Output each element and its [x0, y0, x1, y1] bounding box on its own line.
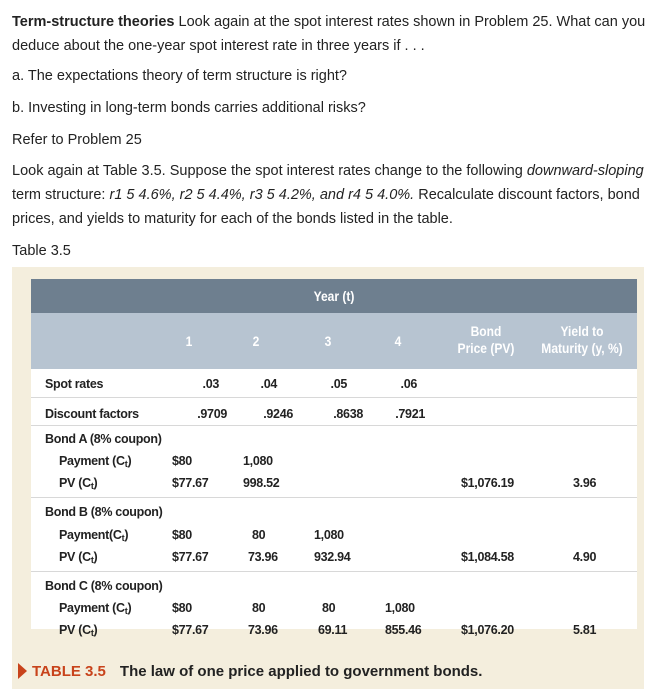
bond-table [31, 279, 637, 638]
ytm-header-2: Maturity (y, %) [541, 340, 623, 356]
caption-triangle-icon [18, 663, 27, 679]
bond-b-pv-1: $77.67 [172, 550, 209, 564]
bond-price-header-2: Price (PV) [457, 340, 515, 356]
bond-c-ytm: 5.81 [573, 623, 597, 637]
table-caption [18, 663, 482, 680]
spot-rate-4: .06 [400, 377, 417, 391]
caption-text: The law of one price applied to government bonds. [119, 663, 483, 680]
subscript-t: t [124, 459, 128, 469]
year-col-2: 2 [252, 333, 260, 349]
look-text-2: term structure: [12, 187, 110, 203]
look-rates: r1 5 4.6%, r2 5 4.4%, r3 5 4.2%, and r4 5 4.0%. [109, 187, 415, 203]
bond-b-payment-3: 1,080 [314, 528, 344, 542]
bond-b-pv-label: PV $(C_t)$ [59, 550, 98, 565]
column-header-band [31, 313, 637, 369]
part-b: b. Investing in long-term bonds carries additional risks? [12, 100, 366, 116]
bond-c-pv-4: 855.46 [385, 623, 422, 637]
bond-c-payment-1: $80 [172, 601, 192, 615]
bond-a-pv-2: 998.52 [243, 476, 280, 490]
row-separator [31, 497, 637, 498]
bond-a-payment-label-text: Payment (C [59, 454, 125, 468]
year-header: Year (t) [313, 288, 355, 304]
bond-a-pv-label: PV $(C_t)$ [59, 476, 98, 491]
table-label: Table 3.5 [12, 243, 71, 259]
bond-c-payment-2: 80 [252, 601, 266, 615]
look-text-1: Look again at Table 3.5. Suppose the spot interest rates change to the following [12, 163, 527, 179]
year-col-4: 4 [394, 333, 402, 349]
spot-rate-3: .05 [330, 377, 347, 391]
bond-c-title: Bond C (8% coupon) [45, 579, 163, 593]
bond-c-payment-4: 1,080 [385, 601, 415, 615]
bond-c-payment-label: Payment $(C_t)$ [59, 601, 132, 616]
ytm-header-1: Yield to [560, 323, 604, 339]
bond-price-header [439, 323, 534, 357]
subscript-t: t [121, 533, 125, 543]
problem-text: Look again at the spot interest rates shown in Problem 25. What can you deduce about the one-year spot interest rate in three years if . . . [12, 14, 646, 54]
row-separator [31, 425, 637, 426]
bond-b-payment-label-text: Payment(C [59, 528, 122, 542]
discount-factor-1: .9709 [197, 407, 227, 421]
ytm-header [526, 323, 638, 357]
row-separator [31, 397, 637, 398]
row-separator [31, 571, 637, 572]
bond-c-pv-2: 73.96 [248, 623, 278, 637]
bond-c-pv-3: 69.11 [318, 623, 348, 637]
problem-statement [12, 10, 652, 58]
year-col-3: 3 [324, 333, 332, 349]
bond-b-title: Bond B (8% coupon) [45, 505, 163, 519]
year-header-band [31, 279, 637, 313]
discount-factors-label: Discount factors [45, 407, 139, 421]
bond-b-payment-2: 80 [252, 528, 266, 542]
subscript-t: t [90, 481, 94, 491]
discount-factor-3: .8638 [333, 407, 363, 421]
bond-a-payment-label: Payment $(C_t)$ [59, 454, 132, 469]
bond-c-pv-label: PV $(C_t)$ [59, 623, 98, 638]
look-text-3: Recalculate discount factors, bond prices, and yields to maturity for each of the bonds listed in the table. [12, 187, 640, 227]
part-a: a. The expectations theory of term structure is right? [12, 68, 348, 84]
problem-heading: Term-structure theories [12, 14, 175, 30]
subscript-t: t [90, 628, 94, 638]
bond-price-header-1: Bond [470, 323, 502, 339]
bond-a-payment-1: $80 [172, 454, 192, 468]
bond-b-pv-label-text: PV (C [59, 550, 91, 564]
spot-rates-label: Spot rates [45, 377, 104, 391]
look-paragraph [12, 159, 652, 231]
look-italic: downward-sloping [526, 163, 644, 179]
year-col-1: 1 [185, 333, 193, 349]
bond-b-price: $1,084.58 [461, 550, 514, 564]
spot-rate-1: .03 [202, 377, 219, 391]
bond-a-pv-label-text: PV (C [59, 476, 91, 490]
bond-c-pv-label-text: PV (C [59, 623, 91, 637]
subscript-t: t [90, 555, 94, 565]
bond-b-pv-3: 932.94 [314, 550, 351, 564]
bond-a-title: Bond A (8% coupon) [45, 432, 162, 446]
bond-b-pv-2: 73.96 [248, 550, 278, 564]
bond-c-payment-3: 80 [322, 601, 336, 615]
bond-c-price: $1,076.20 [461, 623, 514, 637]
bond-a-payment-2: 1,080 [243, 454, 273, 468]
bond-b-ytm: 4.90 [573, 550, 597, 564]
discount-factor-2: .9246 [263, 407, 293, 421]
bond-a-price: $1,076.19 [461, 476, 514, 490]
subscript-t: t [124, 606, 128, 616]
bond-b-payment-label: $Payment(C_t)$ [59, 528, 129, 543]
bond-c-pv-1: $77.67 [172, 623, 209, 637]
refer-line: Refer to Problem 25 [12, 132, 142, 148]
table-figure [12, 267, 644, 689]
bond-a-pv-1: $77.67 [172, 476, 209, 490]
bond-b-payment-1: $80 [172, 528, 192, 542]
spot-rate-2: .04 [260, 377, 277, 391]
bond-a-ytm: 3.96 [573, 476, 597, 490]
bond-c-payment-label-text: Payment (C [59, 601, 125, 615]
discount-factor-4: .7921 [395, 407, 425, 421]
caption-number: TABLE 3.5 [32, 663, 106, 680]
